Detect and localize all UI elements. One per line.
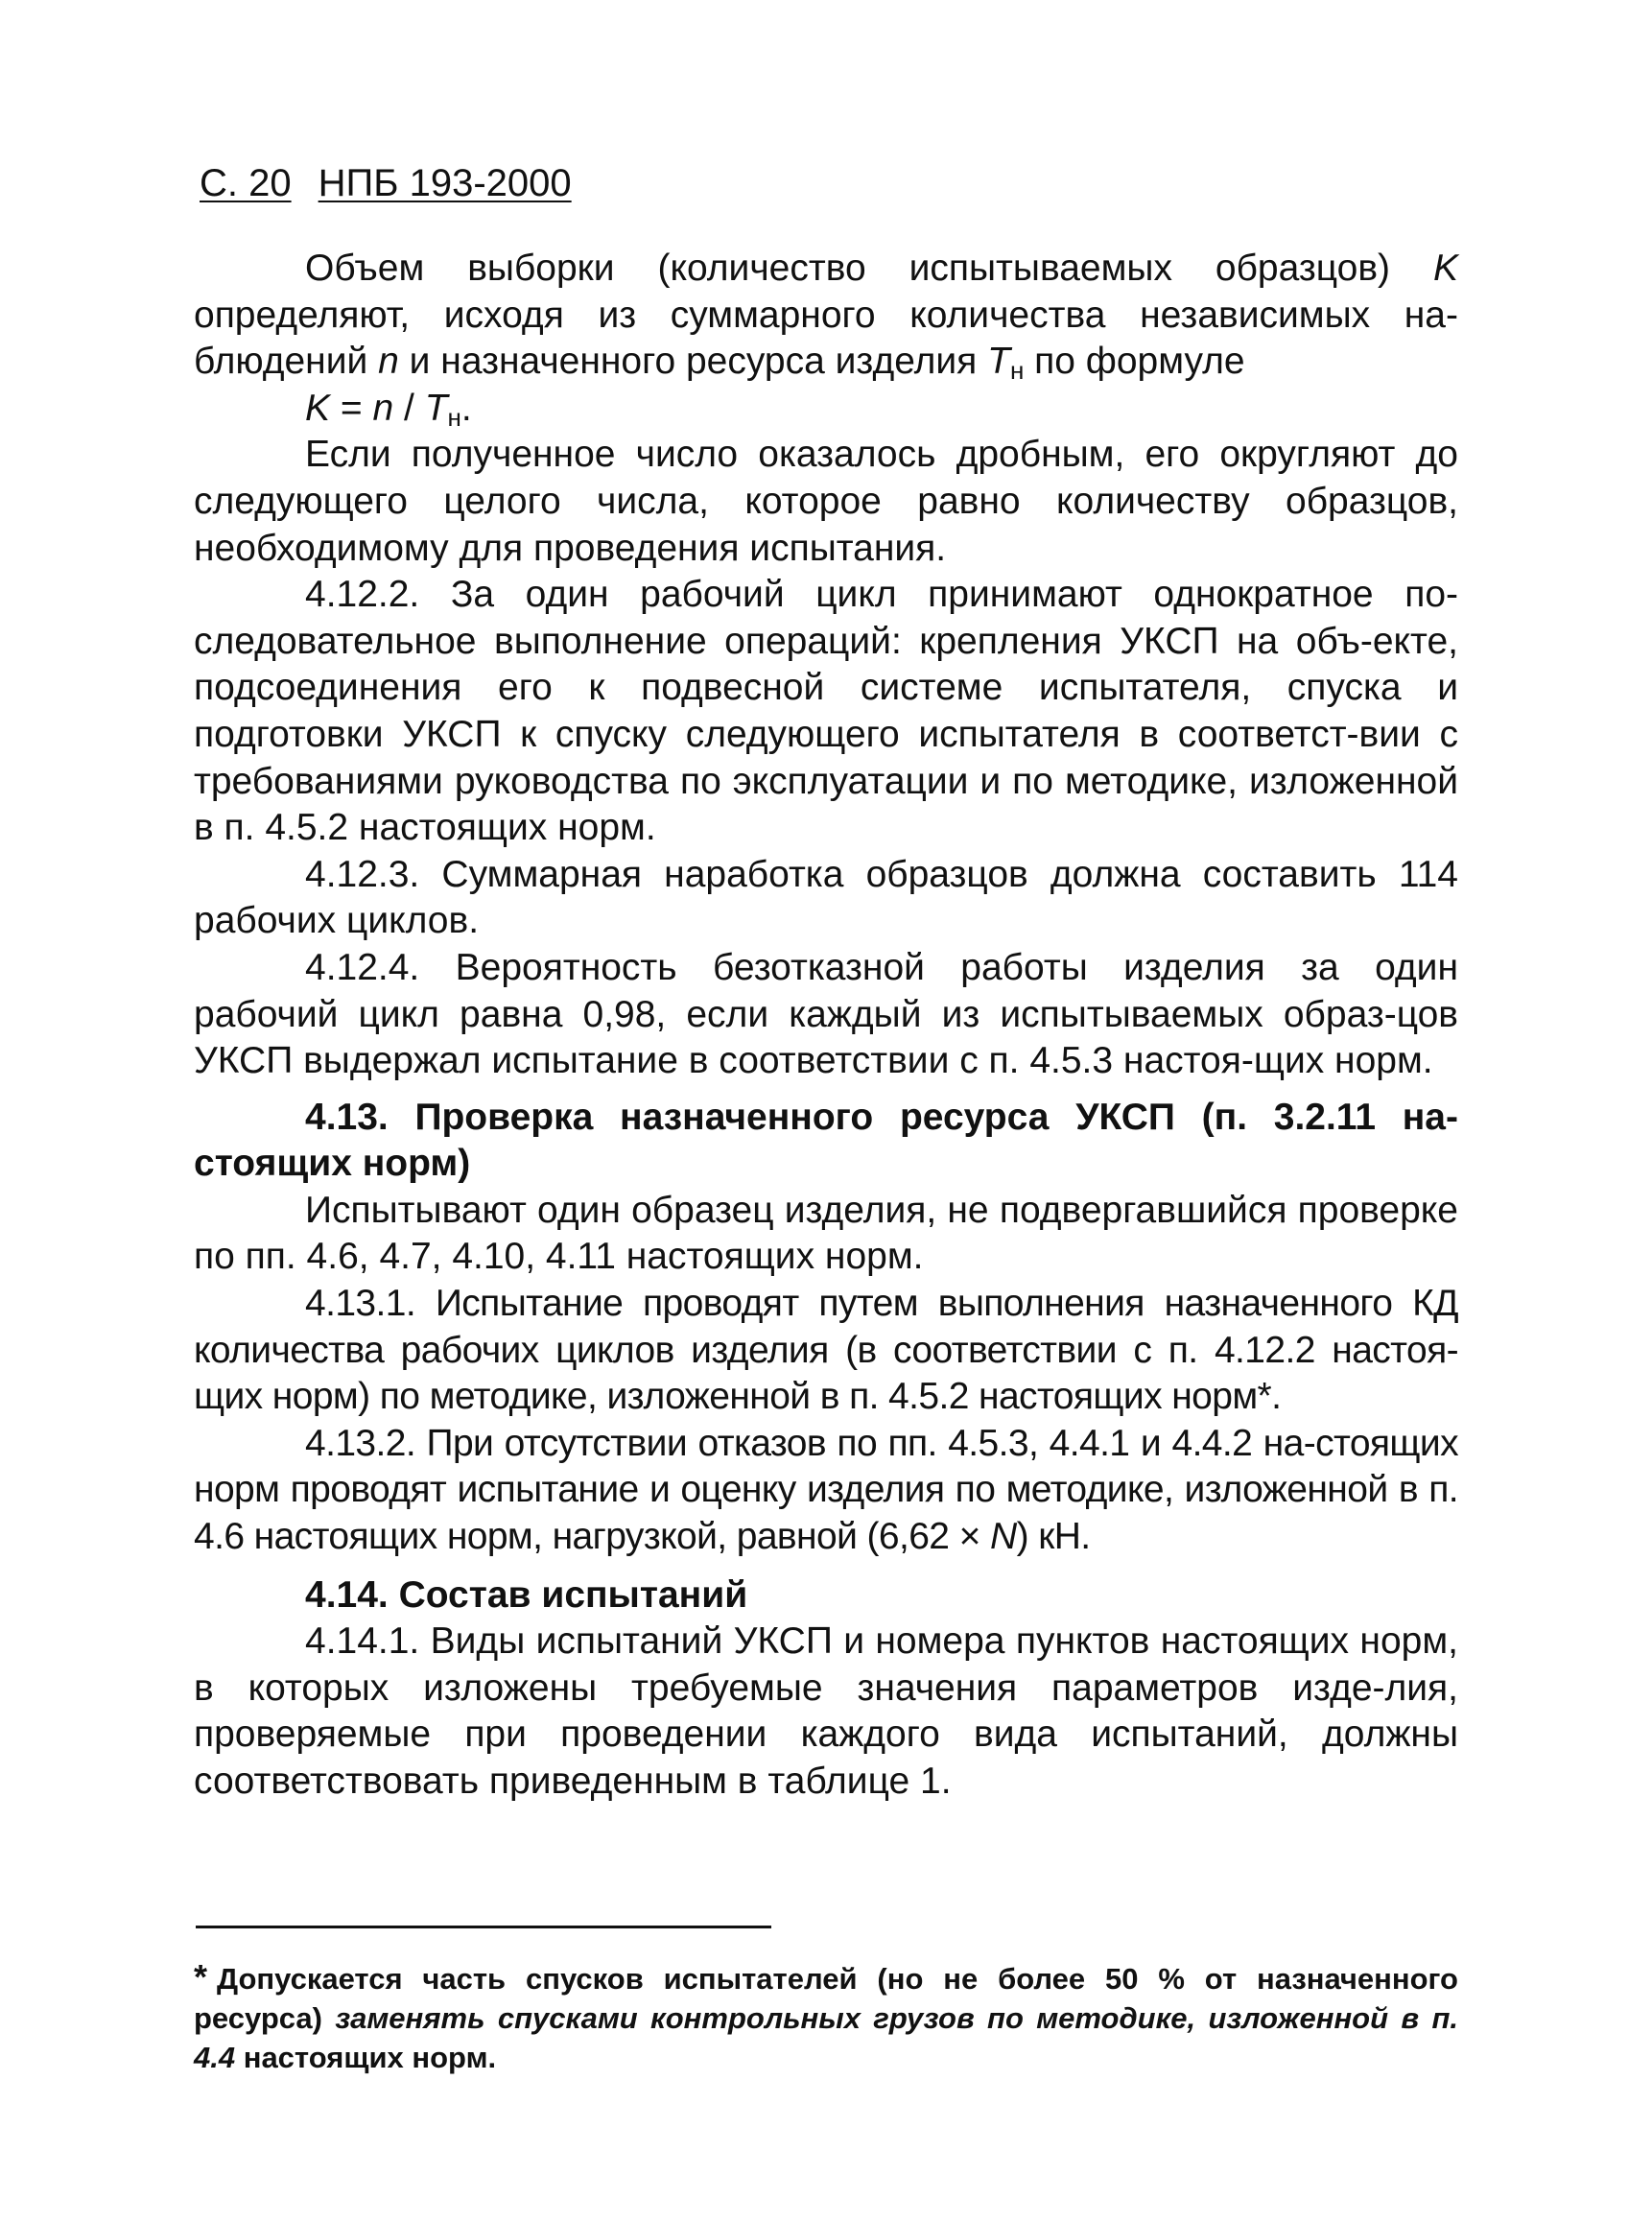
formula-eq: = xyxy=(330,387,373,429)
paragraph-4-12-4: 4.12.4. Вероятность безотказной работы изделия за один рабочий цикл равна 0,98, если каждый из испытываемых образ-цов УКСП выдержал испытание в соответствии с п. 4.5.3 настоя-щих норм. xyxy=(194,946,1458,1082)
formula-slash: / xyxy=(393,387,425,429)
footnote-run-italic: заменять спусками контрольных грузов по методике, изложенной в п. 4.4 xyxy=(194,2001,1458,2074)
variable-t: T xyxy=(987,341,1010,383)
formula-end: . xyxy=(460,387,472,429)
paragraph-4-12-2: 4.12.2. За один рабочий цикл принимают однократное по-следовательное выполнение операций: крепления УКСП на объ-екте, подсоединения его к подвесной системе испытателя, спуска и подготовки УКСП к спуску следующего испытателя в соответст-вии с требованиями руководства по эксплуатации и по методике, изложенной в п. 4.5.2 настоящих норм. xyxy=(194,574,1458,849)
footnote-run: Допускается часть спусков испытателей (но не более 50 % от назначенного ресурса) xyxy=(194,1962,1458,2035)
variable-n: n xyxy=(378,341,399,383)
page-header xyxy=(200,161,572,205)
text-run: Объем выборки (количество испытываемых образцов) xyxy=(305,248,1433,289)
page-number: С. 20 xyxy=(200,162,292,204)
footnote xyxy=(194,1957,1458,2077)
standard-code: НПБ 193-2000 xyxy=(318,162,572,204)
text-run: и назначенного ресурса изделия xyxy=(398,341,988,383)
footnote-text xyxy=(194,1957,1458,2077)
paragraph-4-13-intro: Испытывают один образец изделия, не подвергавшийся проверке по пп. 4.6, 4.7, 4.10, 4.11 настоящих норм. xyxy=(194,1189,1458,1278)
formula-subscript: н xyxy=(447,402,461,432)
paragraph-4-12-3: 4.12.3. Суммарная наработка образцов должна составить 114 рабочих циклов. xyxy=(194,853,1458,942)
formula-k: K xyxy=(305,387,331,429)
formula xyxy=(194,386,1458,433)
text-run: ) кН. xyxy=(1016,1516,1091,1558)
variable-n-mass: N xyxy=(990,1516,1017,1558)
subscript-n: н xyxy=(1009,356,1025,386)
main-text xyxy=(194,246,1458,1806)
paragraph-4-13-2 xyxy=(194,1421,1458,1561)
paragraph-rounding: Если полученное число оказалось дробным, его округляют до следующего целого числа, которое равно количеству образцов, необходимому для проведения испытания. xyxy=(194,434,1458,569)
variable-k: K xyxy=(1432,248,1458,289)
footnote-asterisk: * xyxy=(194,1957,208,1997)
text-run: по формуле xyxy=(1024,341,1245,383)
formula-n: n xyxy=(372,387,394,429)
footnote-run: настоящих норм. xyxy=(235,2041,497,2074)
paragraph-4-14-1: 4.14.1. Виды испытаний УКСП и номера пунктов настоящих норм, в которых изложены требуемые значения параметров изде-лия, проверяемые при проведении каждого вида испытаний, должны соответствовать приведенным в таблице 1. xyxy=(194,1620,1458,1802)
formula-t: T xyxy=(424,387,448,429)
paragraph-sample-size xyxy=(194,246,1458,386)
section-title-4-14: 4.14. Состав испытаний xyxy=(305,1573,748,1616)
footnote-divider xyxy=(196,1926,771,1928)
section-title-4-13: 4.13. Проверка назначенного ресурса УКСП (п. 3.2.11 на-стоящих норм) xyxy=(194,1096,1458,1185)
text-run: 4.13.2. При отсутствии отказов по пп. 4.5.3, 4.4.1 и 4.4.2 на-стоящих норм проводят испытание и оценку изделия по методике, изложенной в п. 4.6 настоящих норм, нагрузкой, равной (6,62 × xyxy=(194,1422,1458,1558)
text-run: определяют, исходя из суммарного количества независимых на-блюдений xyxy=(194,294,1458,383)
paragraph-4-13-1: 4.13.1. Испытание проводят путем выполнения назначенного КД количества рабочих циклов изделия (в соответствии с п. 4.12.2 настоя-щих норм) по методике, изложенной в п. 4.5.2 настоящих норм*. xyxy=(194,1283,1458,1418)
